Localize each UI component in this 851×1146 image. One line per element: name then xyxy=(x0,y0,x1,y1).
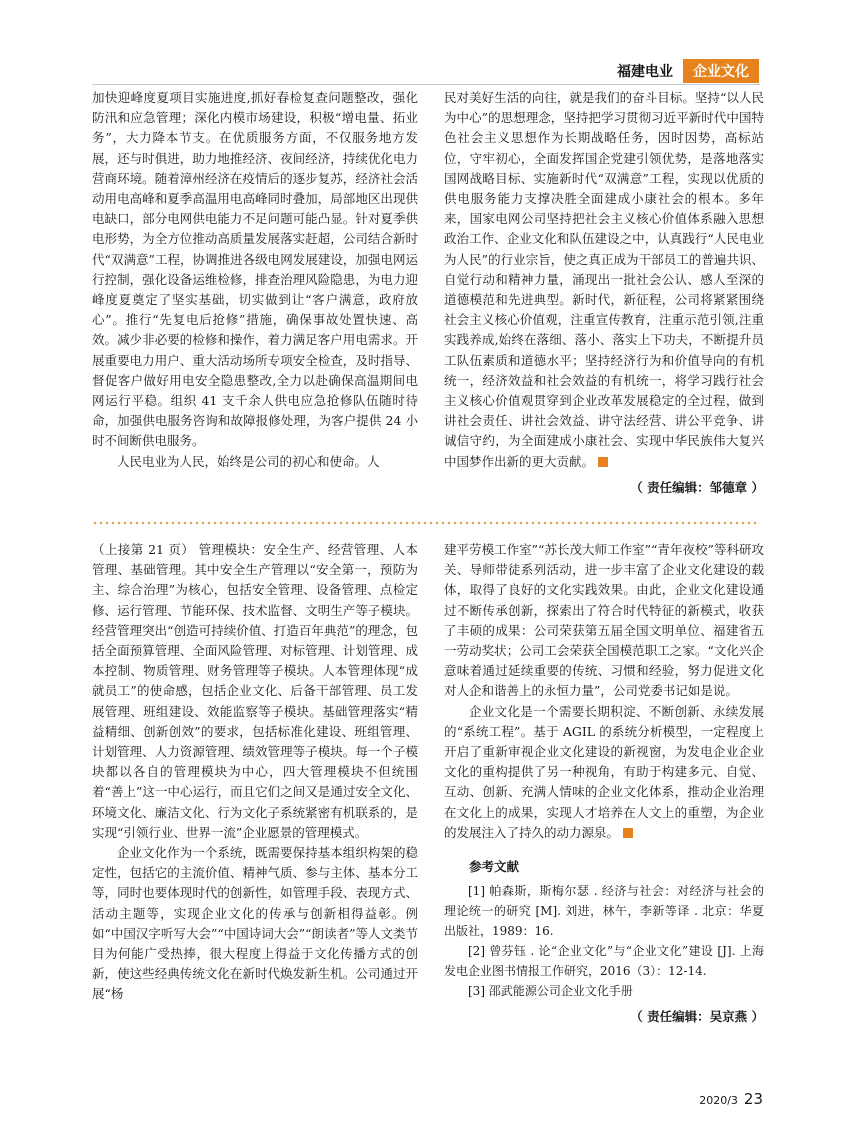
reference-item: [3] 邵武能源公司企业文化手册 xyxy=(468,984,633,999)
article-paragraph: 民对美好生活的向往，就是我们的奋斗目标。坚持“以人民为中心”的思想理念，坚持把学习贯彻习近平新时代中国特色社会主义思想作为长期战略任务，因时因势，高标站位，守牢初心，全面发挥国企党建引领优势，是落地落实国网战略目标、实施新时代“双满意”工程，实现以优质的供电服务能力支撑决胜全面建成小康社会的根本。多年来，国家电网公司坚持把社会主义核心价值体系融入思想政治工作、企业文化和队伍建设之中，认真践行“人民电业为人民”的行业宗旨，使之真正成为干部员工的普遍共识、自觉行动和精神力量，涌现出一批社会公认、感人至深的道德模范和先进典型。新时代，新征程，公司将紧紧围绕社会主义核心价值观，注重宣传教育，注重示范引领,注重实践养成,始终在落细、落小、落实上下功夫，不断提升员工队伍素质和道德水平；坚持经济行为和价值导向的有机统一，经济效益和社会效益的有机统一，将学习践行社会主义核心价值观贯穿到企业改革发展稳定的全过程，做到讲社会责任、讲社会效益、讲守法经营、讲公平竞争、讲诚信守约，为全面建成小康社会、实现中华民族伟大复兴中国梦作出新的更大贡献。 xyxy=(444,90,764,469)
page-number: 23 xyxy=(743,1090,763,1108)
article-paragraph: （上接第 21 页） 管理模块：安全生产、经营管理、人本管理、基础管理。其中安全生产管理以“安全第一，预防为主、综合治理”为核心，包括安全管理、设备管理、点检定修、运行管理、节能环保、技术监督、文明生产等子模块。经营管理突出“创造可持续价值、打造百年典范”的理念，包括全面预算管理、全面风险管理、对标管理、计划管理、成本控制、物质管理、财务管理等子模块。人本管理体现“成就员工”的使命感，包括企业文化、后备干部管理、员工发展管理、班组建设、效能监察等子模块。基础管理落实“精益精细、创新创效”的要求，包括标准化建设、班组管理、计划管理、人力资源管理、绩效管理等子模块。每一个子模块都以各自的管理模块为中心，四大管理模块不但统围着“善上”这一中心运行，而且它们之间又是通过安全文化、环境文化、廉洁文化、行为文化子系统紧密有机联系的，是实现“引领行业、世界一流”企业愿景的管理模式。 xyxy=(92,542,418,840)
bottom-left-column xyxy=(92,540,418,1005)
references-title: 参考文献 xyxy=(469,859,520,875)
editor-credit: （ 责任编辑：邹德章 ） xyxy=(630,479,764,495)
article-paragraph: 人民电业为人民，始终是公司的初心和使命。人 xyxy=(117,453,380,469)
end-mark-icon xyxy=(623,828,633,838)
reference-item: [1] 帕森斯，斯梅尔瑟 . 经济与社会：对经济与社会的理论统一的研究 [M]. 刘进，林午，李新等译 . 北京：华夏出版社，1989：16. xyxy=(444,884,764,939)
top-left-column xyxy=(92,88,418,472)
section-badge: 企业文化 xyxy=(683,59,759,83)
article-paragraph: 企业文化是一个需要长期积淀、不断创新、永续发展的“系统工程”。基于 AGIL 的系统分析模型，一定程度上开启了重新审视企业文化建设的新视窗，为发电企业企业文化的重构提供了另一种视角，有助于构建多元、自觉、互动、创新、充满人情味的企业文化体系，推动企业治理在文化上的成果，实现人才培养在人文上的重塑，为企业的发展注入了持久的动力源泉。 xyxy=(444,703,764,840)
article-paragraph: 建平劳模工作室”“苏长茂大师工作室”“青年夜校”等科研攻关、导师带徒系列活动，进一步丰富了企业文化建设的载体，取得了良好的文化实践效果。由此，企业文化建设通过不断传承创新，探索出了符合时代特征的新模式，收获了丰硕的成果：公司荣获第五届全国文明单位、福建省五一劳动奖状；公司工会荣获全国模范职工之家。“文化兴企意味着通过延续重要的传统、习惯和经验，努力促进文化对人企和谐善上的永恒力量”，公司党委书记如是说。 xyxy=(444,542,764,699)
end-mark-icon xyxy=(598,457,608,467)
header-rule xyxy=(92,84,760,85)
top-right-column xyxy=(444,88,764,498)
article-paragraph: 企业文化作为一个系统，既需要保持基本组织构架的稳定性，包括它的主流价值、精神气质、参与主体、基本分工等，同时也要体现时代的创新性，如管理手段、表现方式、活动主题等，实现企业文化的传承与创新相得益彰。例如“中国汉字听写大会”“中国诗词大会”“朗读者”等人文类节目为何能广受热捧，很大程度上得益于文化传播方式的创新，使这些经典传统文化在新时代焕发新生机。公司通过开展“杨 xyxy=(92,845,418,1002)
issue-date: 2020/3 xyxy=(699,1094,738,1107)
bottom-right-column xyxy=(444,540,764,1027)
article-paragraph: 加快迎峰度夏项目实施进度,抓好春检复查问题整改，强化防汛和应急管理；深化内模市场建设，积极“增电量、拓业务”，大力降本节支。在优质服务方面，不仅服务地方发展，还与时俱进，助力地推经济、夜间经济，持续优化电力营商环境。随着漳州经济在疫情后的逐步复苏，经济社会活动用电高峰和夏季高温用电高峰同时叠加，局部地区出现供电缺口，部分电网供电能力不足问题可能凸显。针对夏季供电形势，为全方位推动高质量发展落实赶超，公司结合新时代“双满意”工程，协调推进各级电网发展建设，加强电网运行控制，强化设备运维检修，排查治理风险隐患，为电力迎峰度夏奠定了坚实基础，切实做到让“客户满意，政府放心”。推行“先复电后抢修”措施，确保事故处置快速、高效。减少非必要的检修和操作，着力满足客户用电需求。开展重要电力用户、重大活动场所专项安全检查，及时指导、督促客户做好用电安全隐患整改,全力以赴确保高温期间电网运行平稳。组织 41 支千余人供电应急抢修队伍随时待命，加强供电服务咨询和故障报修处理，为客户提供 24 小时不间断供电服务。 xyxy=(92,90,418,449)
magazine-brand: 福建电业 xyxy=(617,64,673,80)
page-footer xyxy=(699,1090,763,1108)
reference-item: [2] 曾芬钰 . 论“企业文化”与“企业文化”建设 [J]. 上海发电企业图书情报工作研究，2016（3）：12-14. xyxy=(444,944,764,979)
editor-credit: （ 责任编辑：吴京燕 ） xyxy=(630,1009,764,1025)
dotted-divider xyxy=(92,520,760,526)
page-header xyxy=(617,60,759,82)
